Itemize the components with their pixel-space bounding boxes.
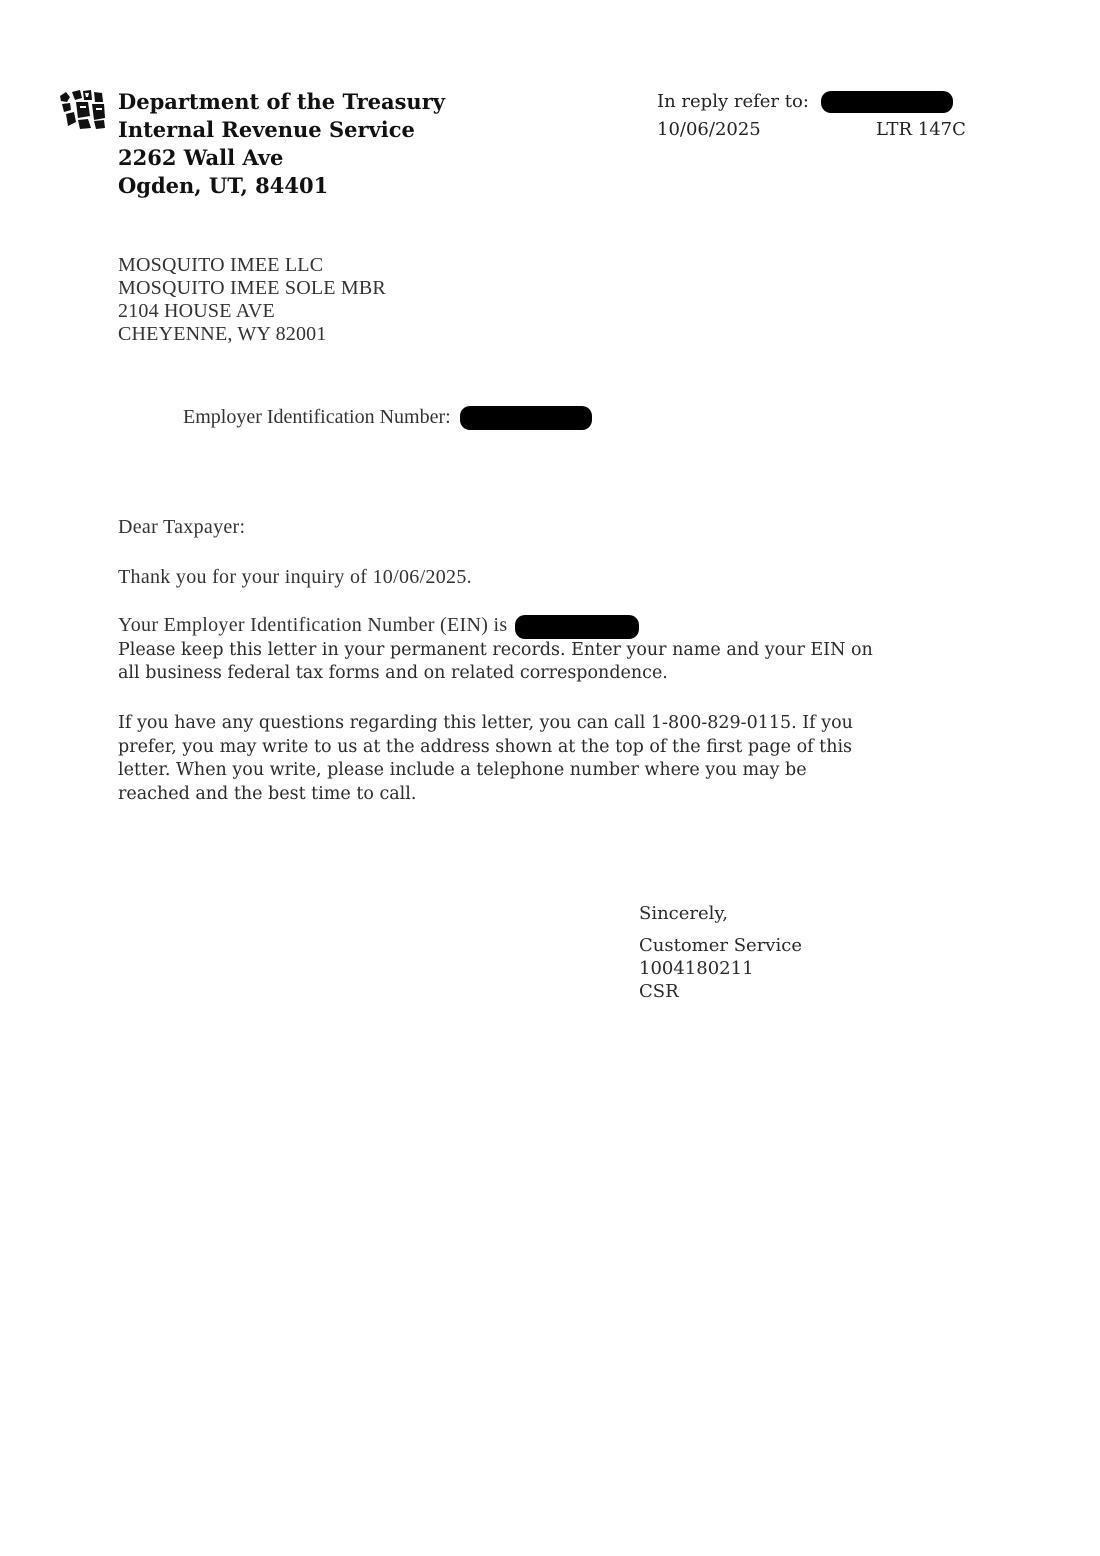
irs-eagle-logo-icon [58, 88, 108, 130]
ein-header-line [183, 403, 592, 431]
recipient-line: MOSQUITO IMEE LLC [118, 254, 324, 276]
recipient-address [118, 254, 386, 346]
questions-line: reached and the best time to call. [118, 783, 417, 804]
valediction: Sincerely, [639, 903, 728, 924]
sender-address [118, 88, 445, 200]
sender-line: Ogden, UT, 84401 [118, 173, 329, 198]
reply-reference [657, 88, 977, 144]
questions-paragraph [118, 712, 988, 806]
questions-line: letter. When you write, please include a telephone number where you may be [118, 760, 807, 780]
signature-line: 1004180211 [639, 958, 754, 979]
thank-you-line: Thank you for your inquiry of 10/06/2025. [118, 566, 472, 588]
reply-refer-label: In reply refer to: [657, 91, 809, 112]
redaction-mark [460, 406, 592, 430]
closing-block [639, 902, 802, 1003]
recipient-line: CHEYENNE, WY 82001 [118, 323, 327, 345]
ein-lead: Your Employer Identification Number (EIN) is [118, 614, 508, 636]
ein-paragraph-line: all business federal tax forms and on related correspondence. [118, 663, 668, 683]
redaction-mark [821, 91, 953, 113]
signature-line: CSR [639, 981, 679, 1002]
ein-paragraph [118, 614, 988, 686]
letter-code: LTR 147C [876, 119, 966, 140]
sender-line: Department of the Treasury [118, 89, 445, 114]
letter-date: 10/06/2025 [657, 119, 761, 140]
redaction-mark [515, 615, 639, 639]
sender-line: 2262 Wall Ave [118, 145, 284, 170]
questions-line: If you have any questions regarding this letter, you can call 1-800-829-0115. If you [118, 713, 853, 733]
recipient-line: MOSQUITO IMEE SOLE MBR [118, 277, 386, 299]
sender-line: Internal Revenue Service [118, 117, 415, 142]
questions-line: prefer, you may write to us at the address shown at the top of the first page of this [118, 736, 853, 757]
ein-label: Employer Identification Number: [183, 406, 451, 428]
salutation: Dear Taxpayer: [118, 516, 246, 538]
recipient-line: 2104 HOUSE AVE [118, 300, 275, 322]
signature-line: Customer Service [639, 935, 802, 956]
ein-paragraph-line: Please keep this letter in your permanent records. Enter your name and your EIN on [118, 639, 873, 660]
